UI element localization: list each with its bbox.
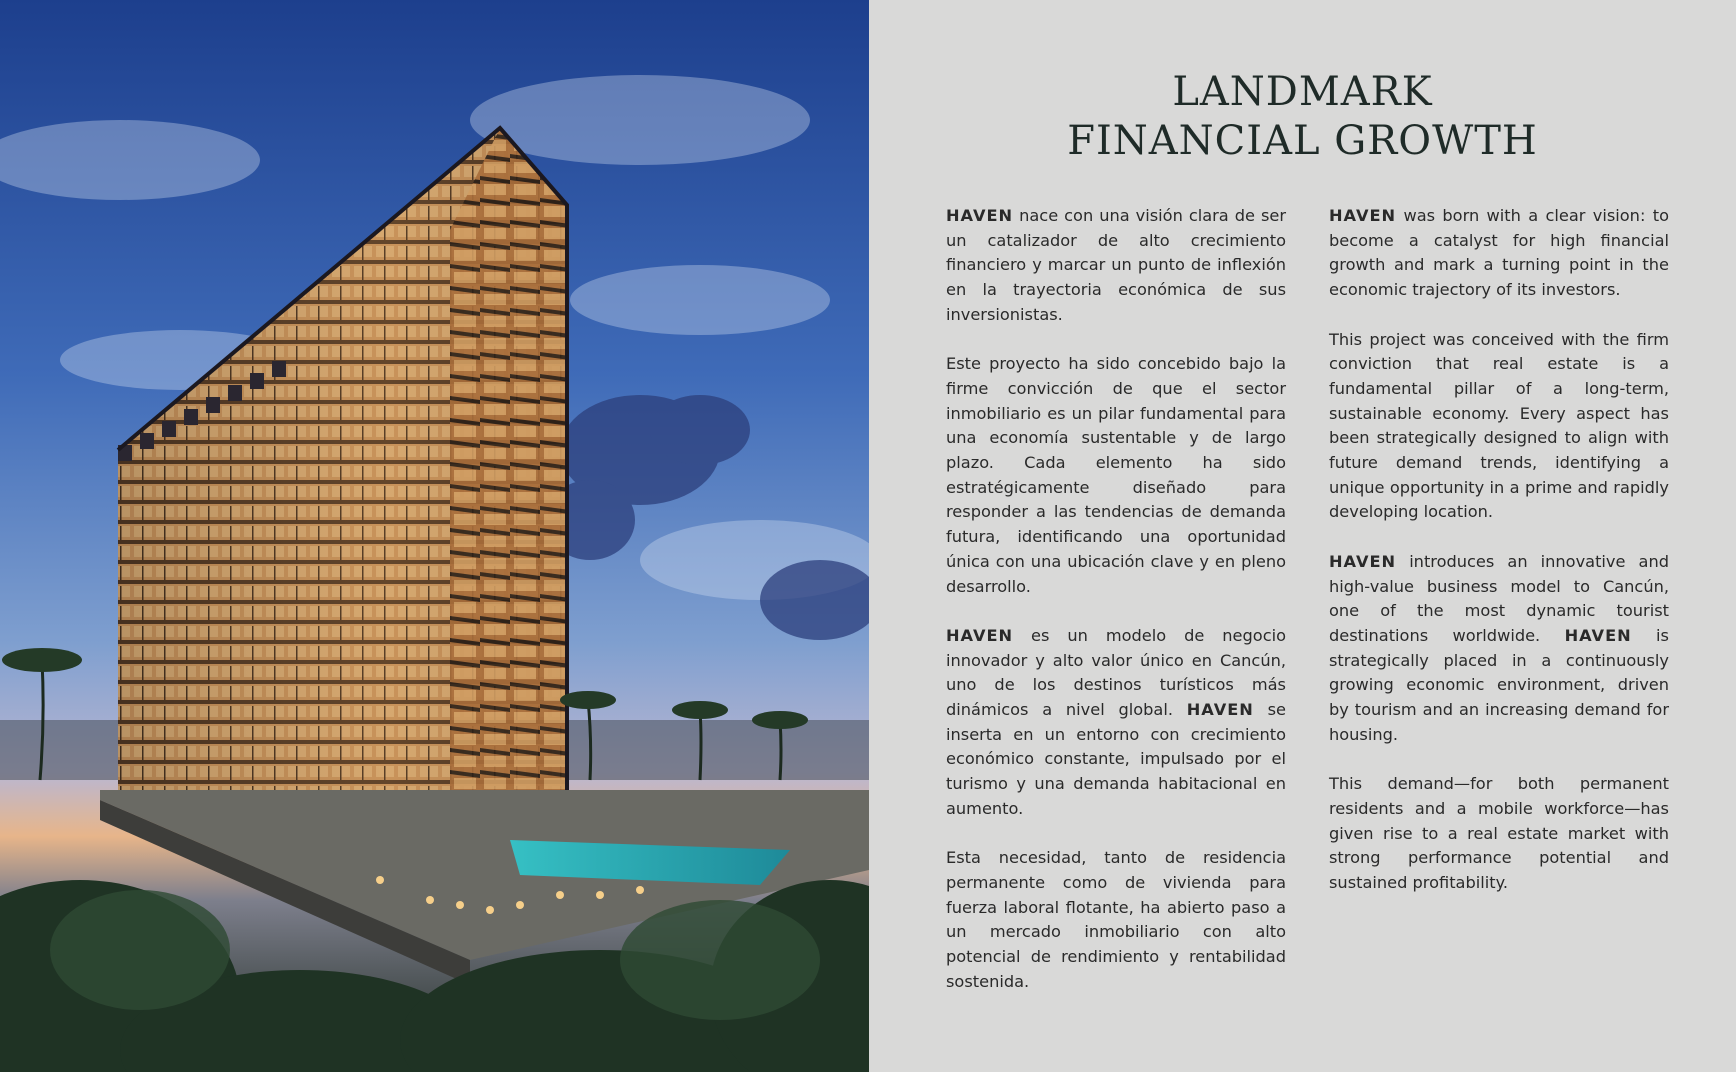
english-paragraph-3 bbox=[1329, 550, 1669, 748]
english-paragraph-4 bbox=[1329, 772, 1669, 896]
spanish-paragraph-3 bbox=[946, 624, 1286, 822]
english-paragraph-1 bbox=[1329, 204, 1669, 303]
spanish-paragraph-4 bbox=[946, 846, 1286, 994]
paragraph-text: This project was conceived with the firm conviction that real estate is a fundamental pillar of a long-term, sustainable economy. Every aspect has been strategically designed to align with future demand trends, identifying a unique opportunity in a prime and rapidly developing location. bbox=[1329, 329, 1669, 522]
brand-name: HAVEN bbox=[946, 206, 1014, 225]
brand-name: HAVEN bbox=[1564, 625, 1632, 645]
brand-name: HAVEN bbox=[1329, 206, 1397, 225]
brand-name: HAVEN bbox=[1186, 700, 1254, 720]
english-column bbox=[1329, 204, 1669, 920]
paragraph-text: es un modelo de negocio innovador y alto valor único en Cancún, uno de los destinos turísticos más dinámicos a nivel global. bbox=[946, 625, 1286, 720]
paragraph-text: introduces an innovative and high-value business model to Cancún, one of the most dynamic tourist destinations worldwide. bbox=[1329, 551, 1669, 645]
paragraph-text: se inserta en un entorno con crecimiento económico constante, impulsado por el turismo y una demanda habitacional en aumento. bbox=[946, 700, 1286, 818]
paragraph-text: Esta necesidad, tanto de residencia permanente como de vivienda para fuerza laboral flotante, ha abierto paso a un mercado inmobiliario con alto potencial de rendimiento y rentabilidad sostenida. bbox=[946, 848, 1286, 991]
brand-name: HAVEN bbox=[1329, 551, 1397, 571]
paragraph-text: nace con una visión clara de ser un catalizador de alto crecimiento financiero y marcar un punto de inflexión en la trayectoria económica de sus inversionistas. bbox=[946, 206, 1286, 324]
page-title-line-1: LANDMARK bbox=[1172, 69, 1433, 115]
spanish-paragraph-2 bbox=[946, 352, 1286, 599]
paragraph-text: Este proyecto ha sido concebido bajo la firme convicción de que el sector inmobiliario es un pilar fundamental para una economía sustentable y de largo plazo. Cada elemento ha sido estratégicamente diseñado para responder a las tendencias de demanda futura, identificando una oportunidad única con una ubicación clave y en pleno desarrollo. bbox=[946, 354, 1286, 596]
paragraph-text: is strategically placed in a continuously growing economic environment, driven by tourism and an increasing demand for housing. bbox=[1329, 625, 1669, 744]
brand-name: HAVEN bbox=[946, 625, 1014, 645]
page-title-line-2: FINANCIAL GROWTH bbox=[1067, 118, 1538, 164]
paragraph-text: This demand—for both permanent residents and a mobile workforce—has given rise to a real estate market with strong performance potential and sustained profitability. bbox=[1329, 774, 1669, 892]
english-paragraph-2 bbox=[1329, 328, 1669, 526]
text-panel bbox=[869, 0, 1736, 1072]
paragraph-text: was born with a clear vision: to become a catalyst for high financial growth and mark a turning point in the economic trajectory of its investors. bbox=[1329, 206, 1669, 300]
spanish-column bbox=[946, 204, 1286, 1019]
spanish-paragraph-1 bbox=[946, 204, 1286, 328]
